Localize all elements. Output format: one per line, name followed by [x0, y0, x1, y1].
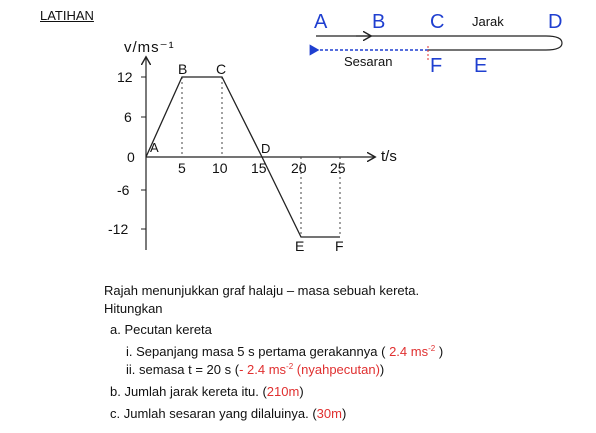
y-ticks [141, 77, 146, 229]
x-tick-5: 5 [178, 160, 186, 176]
point-label-c: C [216, 61, 227, 77]
question-b-prefix: b. Jumlah jarak kereta itu. ( [110, 384, 267, 399]
path-label-e: E [474, 55, 488, 77]
x-tick-25: 25 [330, 160, 346, 176]
path-label-c: C [430, 11, 445, 33]
question-c-answer: 30m [316, 406, 342, 421]
y-axis-label: v/ms⁻¹ [124, 39, 175, 56]
point-label-a: A [150, 140, 159, 155]
question-c-suffix: ) [341, 406, 347, 421]
y-tick-12: 12 [117, 69, 133, 85]
question-a-i-answer: 2.4 ms [389, 344, 429, 359]
x-tick-10: 10 [212, 160, 228, 176]
point-label-e: E [295, 238, 305, 254]
question-a-ii-answer: - 2.4 ms [239, 362, 287, 377]
path-label-d: D [548, 11, 563, 33]
question-a-ii-note: (nyahpecutan) [296, 362, 380, 377]
y-tick-neg12: -12 [108, 221, 129, 237]
x-tick-15: 15 [251, 160, 267, 176]
question-b-answer: 210m [266, 384, 300, 399]
question-intro: Rajah menunjukkan graf halaju – masa sebuah kereta. [104, 283, 420, 298]
question-a-ii [126, 362, 384, 377]
question-c-prefix: c. Jumlah sesaran yang dilaluinya. ( [110, 406, 317, 421]
question-a-i-exp: -2 [428, 344, 436, 353]
question-b-suffix: ) [299, 384, 304, 399]
page-title: LATIHAN [40, 8, 94, 23]
x-axis-label: t/s [381, 148, 397, 165]
question-a-ii-suffix: ) [379, 362, 385, 377]
question-a-ii-prefix: ii. semasa t = 20 s ( [126, 362, 240, 377]
point-label-b: B [178, 61, 188, 77]
point-label-d: D [261, 141, 271, 156]
point-label-f: F [335, 238, 344, 254]
path-label-b: B [372, 11, 386, 33]
sesaran-label: Sesaran [344, 54, 393, 69]
path-turn [546, 36, 562, 50]
question-a-i-prefix: i. Sepanjang masa 5 s pertama gerakannya ( [126, 344, 386, 359]
question-a-i-suffix: ) [438, 344, 444, 359]
question-a-i [126, 344, 443, 359]
jarak-label: Jarak [472, 14, 504, 29]
y-tick-neg6: -6 [117, 182, 130, 198]
question-a-ii-exp: -2 [286, 362, 294, 371]
y-tick-0: 0 [127, 149, 135, 165]
x-tick-20: 20 [291, 160, 307, 176]
question-b [110, 384, 304, 399]
y-tick-6: 6 [124, 109, 132, 125]
path-label-f: F [430, 55, 443, 77]
question-hitungkan: Hitungkan [104, 301, 163, 316]
path-label-a: A [314, 11, 328, 33]
question-c [110, 406, 346, 421]
question-a: a. Pecutan kereta [110, 322, 212, 337]
